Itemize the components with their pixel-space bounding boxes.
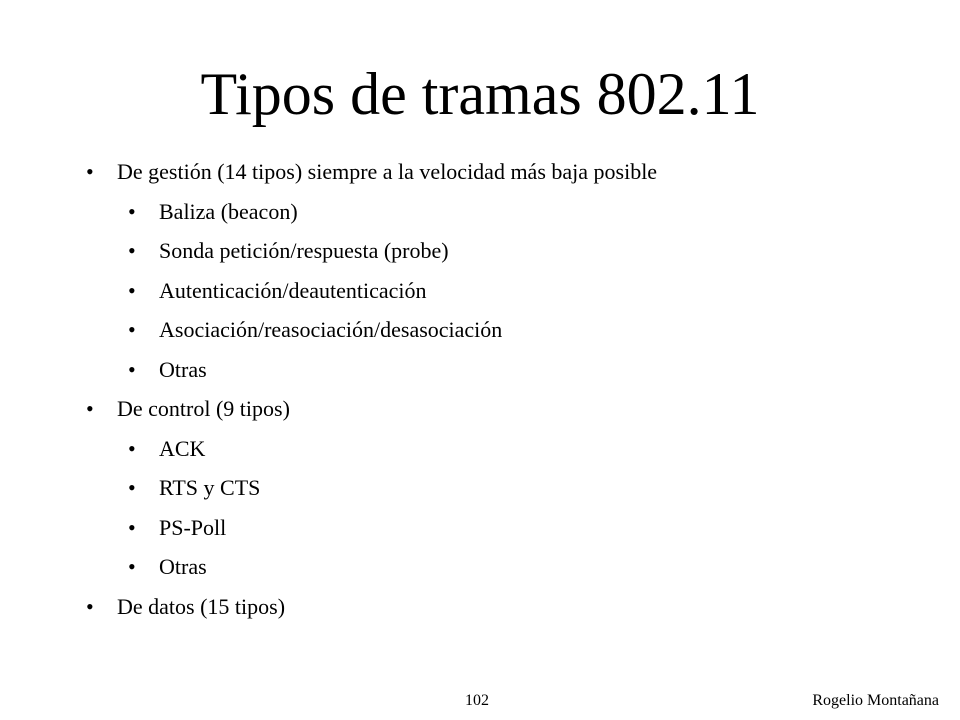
slide-title: Tipos de tramas 802.11 (200, 61, 760, 127)
bullet-icon: • (128, 514, 136, 540)
bullet-text: RTS y CTS (159, 475, 261, 500)
bullet-text: Otras (159, 356, 207, 382)
bullet-icon: • (86, 593, 94, 619)
sub-bullet-item-authentication (0, 271, 960, 311)
bullet-icon: • (128, 554, 136, 579)
bullet-text: Baliza (beacon) (159, 198, 298, 224)
sub-bullet-item-beacon (0, 192, 960, 232)
footer-author: Rogelio Montañana (812, 692, 939, 709)
sub-bullet-item-other-control (0, 547, 960, 587)
bullet-icon: • (128, 356, 136, 382)
bullet-icon: • (86, 396, 94, 421)
bullet-icon: • (128, 475, 136, 500)
bullet-text: Autenticación/deautenticación (159, 277, 427, 303)
bullet-text: Asociación/reasociación/desasociación (159, 317, 503, 342)
bullet-text: PS-Poll (159, 514, 227, 540)
sub-bullet-item-other-management (0, 350, 960, 390)
bullet-icon: • (128, 317, 136, 342)
bullet-text: Sonda petición/respuesta (probe) (159, 238, 449, 263)
bullet-icon: • (128, 277, 136, 303)
bullet-item-management-frames (0, 152, 960, 192)
sub-bullet-item-ack (0, 429, 960, 469)
bullet-text: De datos (15 tipos) (117, 593, 286, 619)
bullet-icon: • (86, 159, 94, 184)
bullet-item-control-frames (0, 389, 960, 429)
bullet-icon: • (128, 435, 136, 461)
bullet-icon: • (128, 238, 136, 263)
bullet-text: De control (9 tipos) (117, 396, 290, 421)
page-number: 102 (465, 692, 489, 709)
bullet-item-data-frames (0, 587, 960, 627)
sub-bullet-item-association (0, 310, 960, 350)
bullet-text: Otras (159, 554, 207, 579)
sub-bullet-item-rts-cts (0, 468, 960, 508)
bullet-icon: • (128, 198, 136, 224)
bullet-text: De gestión (14 tipos) siempre a la velocidad más baja posible (117, 159, 658, 184)
sub-bullet-item-ps-poll (0, 508, 960, 548)
bullet-list (0, 152, 960, 626)
bullet-text: ACK (159, 435, 206, 461)
sub-bullet-item-probe (0, 231, 960, 271)
